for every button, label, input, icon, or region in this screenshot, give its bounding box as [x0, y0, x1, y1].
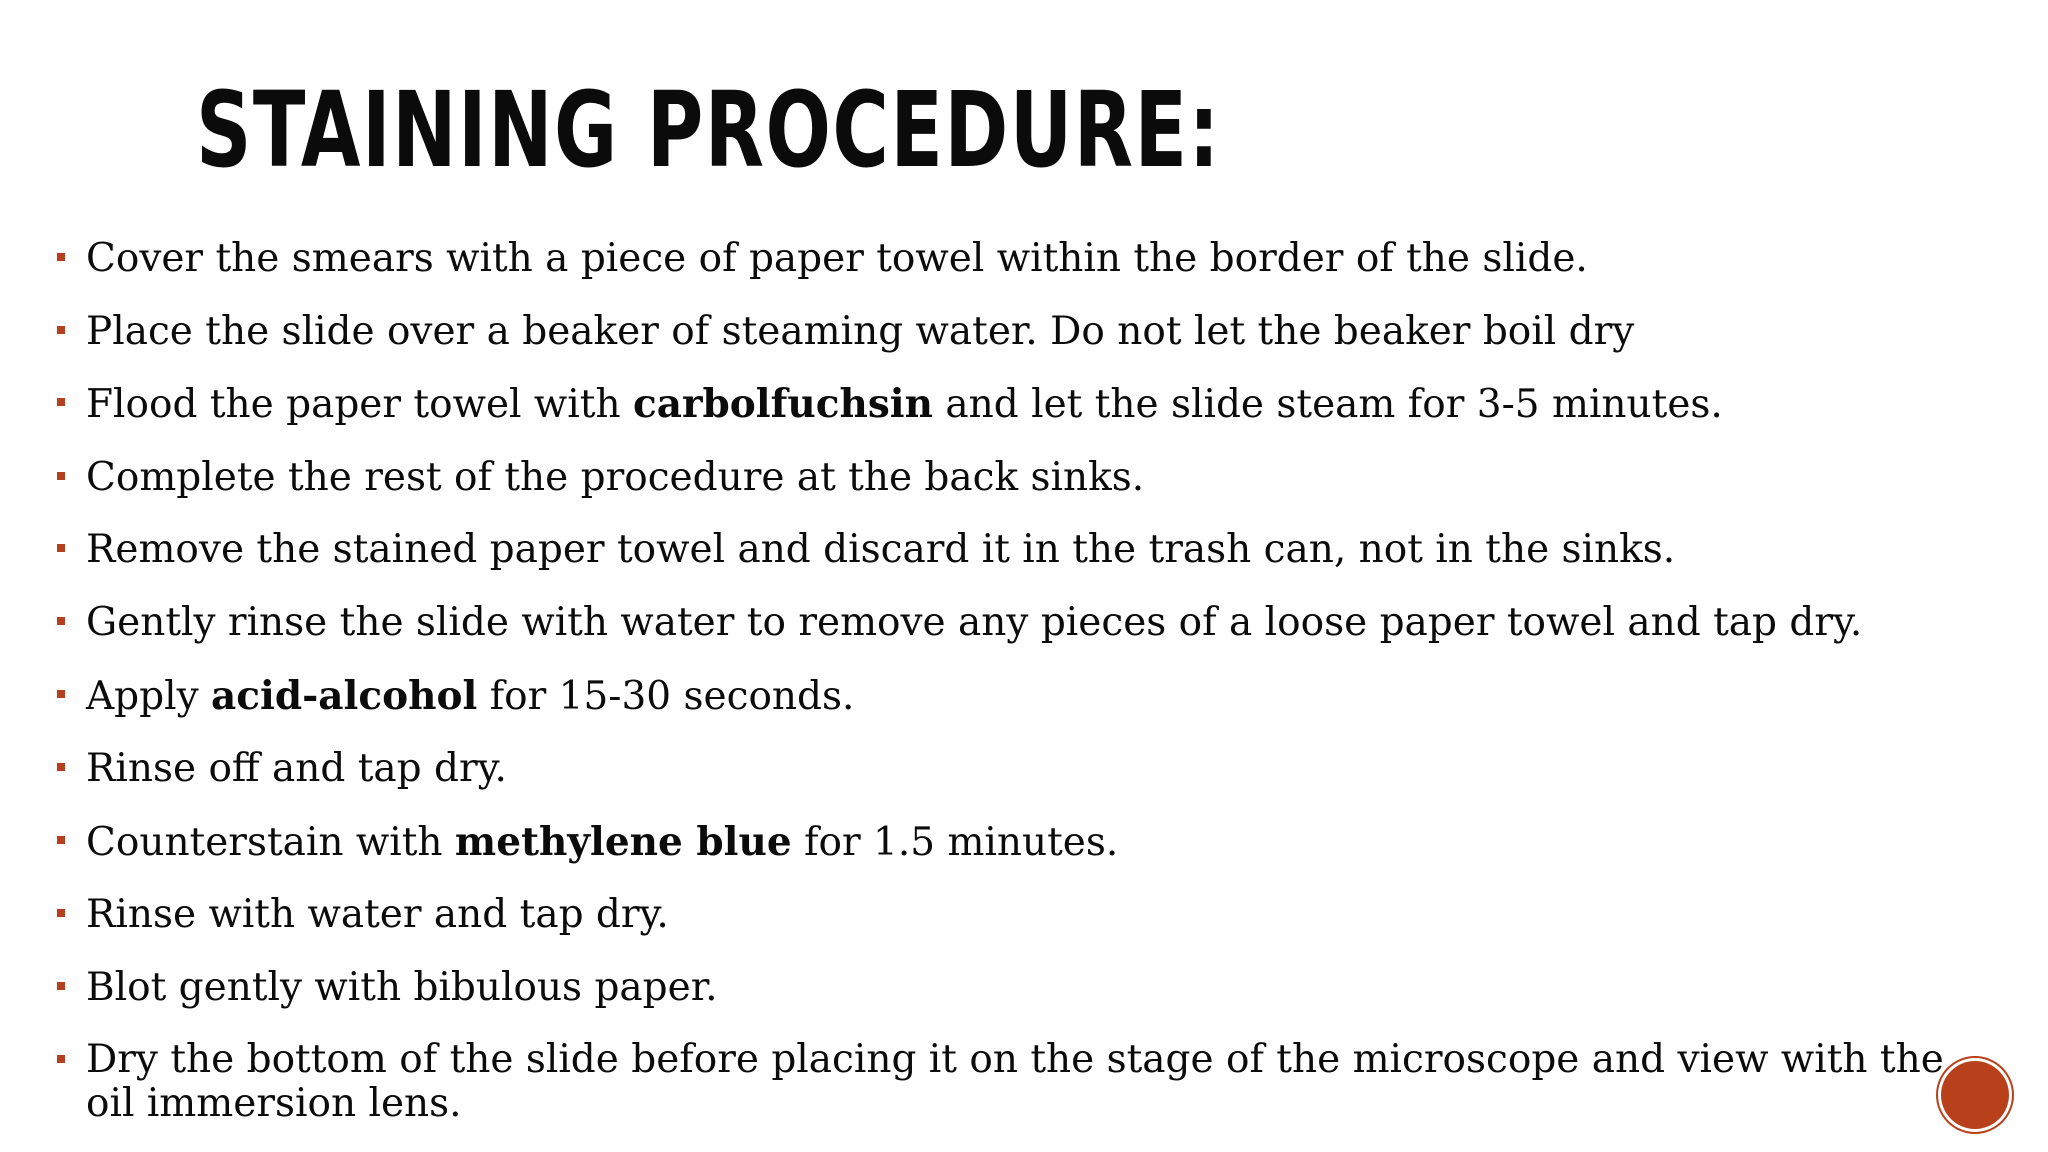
- list-item: [54, 455, 2004, 501]
- item-text: Gently rinse the slide with water to remove any pieces of a loose paper towel and tap dry.: [86, 599, 1863, 645]
- item-text: Place the slide over a beaker of steaming water. Do not let the beaker boil dry: [86, 308, 1635, 354]
- list-item: [54, 527, 2004, 573]
- item-text: Remove the stained paper towel and discard it in the trash can, not in the sinks.: [86, 527, 1676, 573]
- square-bullet-icon: [57, 690, 65, 698]
- list-item: [54, 309, 2004, 355]
- item-text: Complete the rest of the procedure at the back sinks.: [86, 454, 1145, 500]
- item-text: Dry the bottom of the slide before placing it on the stage of the microscope and view with the oil immersion lens.: [86, 1036, 1944, 1126]
- square-bullet-icon: [57, 326, 65, 334]
- square-bullet-icon: [57, 398, 65, 406]
- item-text: Rinse with water and tap dry.: [86, 892, 669, 938]
- item-text: Flood the paper towel with: [86, 382, 633, 428]
- list-item: [54, 600, 2004, 646]
- list-item: [54, 892, 2004, 938]
- item-text: Apply: [86, 673, 211, 719]
- list-item: [54, 819, 2004, 866]
- item-emphasis: carbolfuchsin: [632, 381, 933, 428]
- list-item: [54, 1038, 2004, 1126]
- item-text: Counterstain with: [86, 819, 455, 865]
- square-bullet-icon: [57, 544, 65, 552]
- list-item: [54, 381, 2004, 428]
- list-item: [54, 965, 2004, 1011]
- square-bullet-icon: [57, 763, 65, 771]
- square-bullet-icon: [57, 617, 65, 625]
- item-emphasis: acid-alcohol: [211, 672, 478, 719]
- slide-title: STAINING PROCEDURE:: [196, 69, 1221, 191]
- item-text-after: and let the slide steam for 3-5 minutes.: [932, 382, 1723, 428]
- list-item: [54, 746, 2004, 792]
- square-bullet-icon: [57, 909, 65, 917]
- item-text: Blot gently with bibulous paper.: [86, 964, 718, 1010]
- list-item: [54, 236, 2004, 282]
- item-text: Rinse off and tap dry.: [86, 746, 507, 792]
- procedure-list: [54, 236, 2004, 1152]
- square-bullet-icon: [57, 1055, 65, 1063]
- item-text: Cover the smears with a piece of paper towel within the border of the slide.: [86, 236, 1588, 281]
- list-item: [54, 673, 2004, 720]
- item-text-after: for 15-30 seconds.: [477, 673, 855, 719]
- square-bullet-icon: [57, 982, 65, 990]
- item-text-after: for 1.5 minutes.: [791, 819, 1119, 865]
- square-bullet-icon: [57, 836, 65, 844]
- slide-badge-circle: [1941, 1061, 2009, 1129]
- square-bullet-icon: [57, 253, 65, 261]
- item-emphasis: methylene blue: [454, 818, 792, 865]
- square-bullet-icon: [57, 472, 65, 480]
